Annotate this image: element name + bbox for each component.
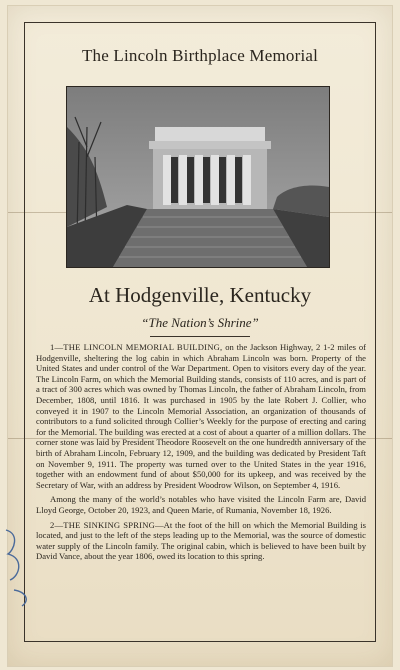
section-lead: 1—THE LINCOLN MEMORIAL BUILDING,	[50, 342, 223, 352]
memorial-photograph	[66, 86, 330, 268]
location-heading: At Hodgenville, Kentucky	[88, 283, 312, 307]
section-sinking-spring	[36, 520, 366, 562]
section-text: Among the many of the world’s notables who have visited the Lincoln Farm are, David Lloyd George, October 20, 1923, and Queen Marie, of Rumania, November 18, 1926.	[36, 494, 366, 515]
section-notable-visitors	[36, 494, 366, 515]
section-text: on the Jackson Highway, 2 1-2 miles of Hodgenville, sheltering the log cabin in which Abraham Lincoln was born. Property of the United States and under control of the War Department. Open to visitors every day of the year. The Lincoln Farm, on which the Memorial Building stands, consists of 110 acres, and is part of a tract of 300 acres which was owned by Thomas Lincoln, the father of Abraham Lincoln, from December, 1808, until 1816. It was purchased in 1905 by the late Robert J. Collier, who conveyed it in 1907 to the Lincoln Memorial Association, an organization of thousands of contributors to a fund solicited through Collier’s Weekly for the purpose of erecting and caring for the Memorial. The building was erected at a cost of about a quarter of a million dollars. The corner stone was laid by President Theodore Roosevelt on the one hundredth anniversary of the birth of Abraham Lincoln, February 12, 1909, and the building was dedicated by President Taft on November 9, 1911. The property was turned over to the United States in the year 1916, together with an endowment fund of about $50,000 for its upkeep, and was received by the Secretary of War, with an address by President Woodrow Wilson, on September 4, 1916.	[36, 342, 366, 490]
divider-rule	[150, 336, 250, 337]
document-title: The Lincoln Birthplace Memorial	[81, 46, 319, 65]
section-text: —At the foot of the hill on which the Memorial Building is located, and just to the left of the steps leading up to the Memorial, was the source of domestic water supply of the Lincoln family. The original cabin, which is believed to have been built by David Vance, about the year 1806, owed its location to this spring.	[36, 519, 366, 562]
section-lead: 2—THE SINKING SPRING	[50, 519, 156, 530]
body-text	[36, 342, 366, 566]
handwritten-mark	[0, 520, 60, 610]
section-memorial-building	[36, 342, 366, 490]
shrine-subheading: “The Nation’s Shrine”	[141, 315, 259, 330]
